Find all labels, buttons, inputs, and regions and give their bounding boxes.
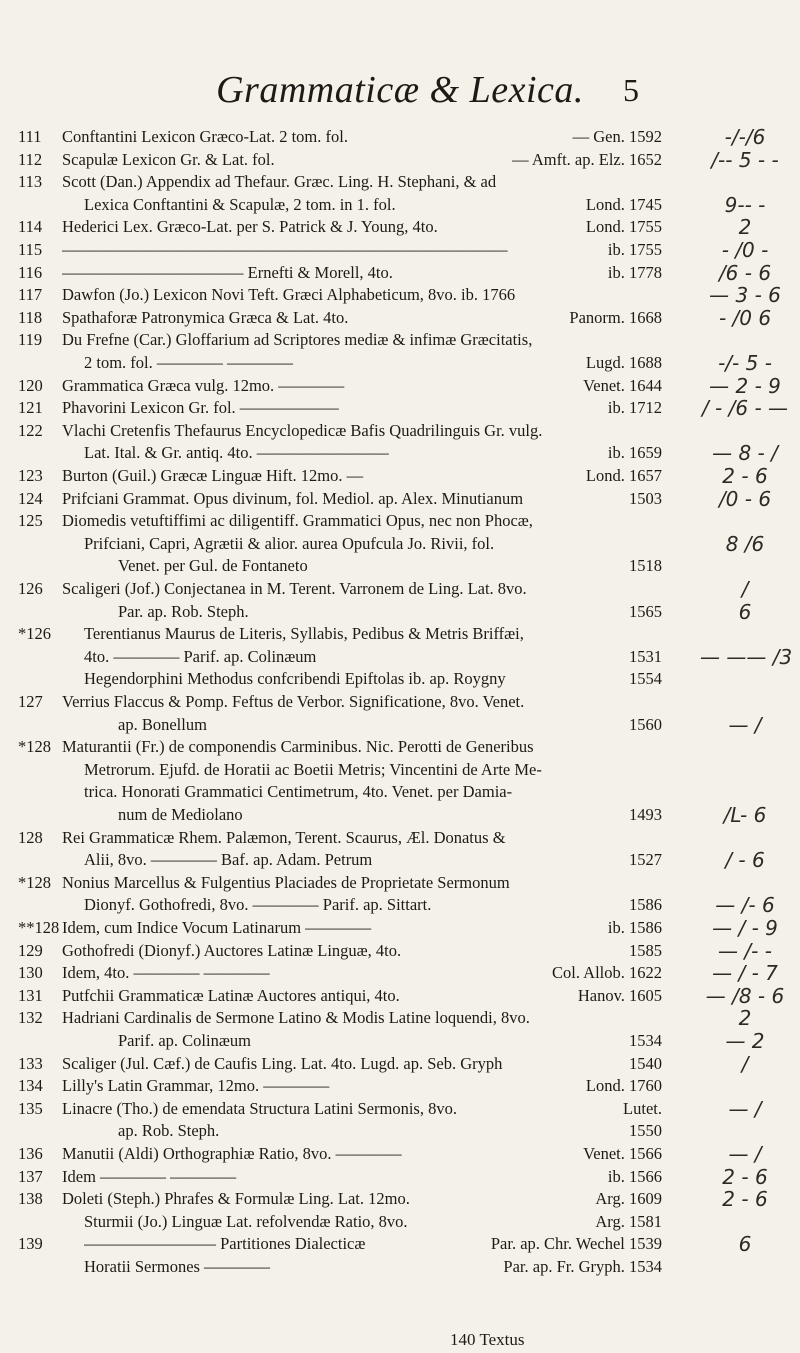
entry-text: num de Mediolano <box>118 805 243 824</box>
catalogue-entry-line <box>0 533 800 555</box>
lot-number: 130 <box>18 963 43 983</box>
imprint: 1531 <box>629 646 662 666</box>
handwritten-price: - /0 6 <box>718 305 772 330</box>
handwritten-price: 2 <box>738 1006 752 1031</box>
entry-text: Scapulæ Lexicon Gr. & Lat. fol. <box>62 149 275 169</box>
page-header <box>0 68 800 118</box>
catalogue-entry-line <box>0 216 800 238</box>
lot-number: 135 <box>18 1098 43 1118</box>
imprint: ib. 1712 <box>607 398 662 418</box>
handwritten-price: 2 <box>738 215 752 240</box>
handwritten-price: /L- 6 <box>723 803 767 827</box>
imprint: Lutet. <box>623 1098 662 1118</box>
entry-text: Lat. Ital. & Gr. antiq. 4to. ———————— <box>84 443 389 463</box>
imprint: Lond. 1755 <box>585 217 662 237</box>
lot-number: 137 <box>18 1166 43 1186</box>
lot-number: 139 <box>18 1234 43 1254</box>
catalogue-entry-line <box>0 329 800 351</box>
catalogue-entry-line <box>0 126 800 148</box>
imprint: — Gen. 1592 <box>572 127 662 146</box>
entry-text: Parif. ap. Colinæum <box>118 1031 251 1050</box>
entry-text: Dionyf. Gothofredi, 8vo. ———— Parif. ap. Sittart. <box>84 895 432 915</box>
imprint: ib. 1566 <box>607 1166 662 1186</box>
imprint: 1493 <box>629 805 662 824</box>
imprint: ib. 1659 <box>607 443 662 463</box>
entry-text: Gothofredi (Dionyf.) Auctores Latinæ Linguæ, 4to. <box>62 940 402 960</box>
imprint: Col. Allob. 1622 <box>551 963 662 983</box>
handwritten-price: — / <box>728 1142 762 1166</box>
handwritten-price: /0 - 6 <box>718 486 772 511</box>
lot-number: 134 <box>18 1076 43 1096</box>
lot-number: 120 <box>18 375 43 395</box>
catalogue-entry-line <box>0 623 800 645</box>
catalogue-entry-line <box>0 465 800 487</box>
entry-text: Hederici Lex. Græco-Lat. per S. Patrick & J. Young, 4to. <box>62 217 438 237</box>
catalogue-entry-line <box>0 555 800 577</box>
lot-number: *128 <box>18 737 51 757</box>
imprint: 1560 <box>629 714 662 734</box>
lot-number: 123 <box>18 466 43 485</box>
catalogue-entry-line <box>0 962 800 984</box>
catalogue-entry-line <box>0 239 800 261</box>
handwritten-price: 2 - 6 <box>722 1187 768 1212</box>
imprint: Lond. 1760 <box>585 1076 662 1096</box>
entry-text: Du Frefne (Car.) Gloffarium ad Scriptores mediæ & infimæ Græcitatis, <box>62 330 533 350</box>
handwritten-price: /6 - 6 <box>718 260 772 285</box>
entry-text: Idem ———— ———— <box>62 1166 237 1186</box>
imprint: — Amft. ap. Elz. 1652 <box>512 149 662 169</box>
catalogue-entry-line <box>0 759 800 781</box>
entry-text: ———————— Partitiones Dialecticæ <box>84 1234 366 1254</box>
imprint: ib. 1778 <box>607 262 662 282</box>
catalogue-entry-line <box>0 375 800 397</box>
catalogue-entry-line <box>0 1007 800 1029</box>
lot-number: 121 <box>18 398 43 418</box>
lot-number: 118 <box>18 307 43 327</box>
imprint: Arg. 1609 <box>595 1189 662 1209</box>
lot-number: 132 <box>18 1008 43 1028</box>
catalogue-entry-line <box>0 1075 800 1097</box>
entry-text: 4to. ———— Parif. ap. Colinæum <box>84 646 317 666</box>
handwritten-price: -/- 5 - <box>718 351 772 375</box>
handwritten-price: — 2 - 9 <box>709 373 781 398</box>
entry-text: Rei Grammaticæ Rhem. Palæmon, Terent. Scaurus, Æl. Donatus & <box>62 827 506 847</box>
handwritten-price: 6 <box>738 599 752 624</box>
entry-text: Horatii Sermones ———— <box>84 1257 271 1276</box>
handwritten-price: — /- 6 <box>715 893 775 918</box>
page-number: 5 <box>623 72 639 108</box>
handwritten-price: — —— /3 <box>700 644 793 669</box>
entry-text: Hadriani Cardinalis de Sermone Latino & Modis Latine loquendi, 8vo. <box>62 1008 530 1028</box>
handwritten-price: / <box>741 1051 749 1076</box>
entry-text: Prifciani, Capri, Agrætii & alior. aurea Opufcula Jo. Rivii, fol. <box>84 533 495 553</box>
entry-text: Putfchii Grammaticæ Latinæ Auctores antiqui, 4to. <box>62 985 400 1005</box>
imprint: Panorm. 1668 <box>569 307 662 327</box>
entry-text: Dawfon (Jo.) Lexicon Novi Teft. Græci Alphabeticum, 8vo. ib. 1766 <box>62 285 516 305</box>
catalogue-entry-line <box>0 262 800 284</box>
handwritten-price: -/-/6 <box>724 125 766 149</box>
lot-number: 117 <box>18 285 43 305</box>
handwritten-price: 6 <box>738 1232 752 1257</box>
entry-text: Hegendorphini Methodus confcribendi Epiftolas ib. ap. Roygny <box>84 669 506 689</box>
catalogue-entry-line <box>0 985 800 1007</box>
imprint: Hanov. 1605 <box>577 985 662 1005</box>
catalogue-entry-line <box>0 510 800 532</box>
catalogue-entry-line <box>0 442 800 464</box>
entry-text: Maturantii (Fr.) de componendis Carminibus. Nic. Perotti de Generibus <box>62 737 534 757</box>
handwritten-price: / - /6 - — <box>701 396 789 421</box>
catalogue-entry-line <box>0 940 800 962</box>
imprint: 1586 <box>629 895 662 915</box>
lot-number: 128 <box>18 827 43 847</box>
entry-text: Diomedis vetuftiffimi ac diligentiff. Grammatici Opus, nec non Phocæ, <box>62 511 533 531</box>
catalogue-entry-line <box>0 714 800 736</box>
imprint: Arg. 1581 <box>595 1211 662 1231</box>
imprint: Lond. 1657 <box>585 466 662 485</box>
imprint: ib. 1755 <box>607 240 662 259</box>
catalogue-entry-line <box>0 1030 800 1052</box>
entry-text: Scaligeri (Jof.) Conjectanea in M. Terent. Varronem de Ling. Lat. 8vo. <box>62 579 527 598</box>
handwritten-price: — 8 - / <box>712 441 778 466</box>
lot-number: 119 <box>18 330 43 350</box>
imprint: Lugd. 1688 <box>585 353 662 372</box>
entry-text: ——————————————————————————— <box>62 240 508 259</box>
catalogue-entry-line <box>0 1188 800 1210</box>
lot-number: 124 <box>18 488 43 508</box>
imprint: 1540 <box>629 1053 662 1073</box>
imprint: 1518 <box>629 556 662 576</box>
lot-number: 112 <box>18 149 43 169</box>
entry-text: Nonius Marcellus & Fulgentius Placiades de Proprietate Sermonum <box>62 872 510 892</box>
entry-text: ——————————— Ernefti & Morell, 4to. <box>62 262 393 282</box>
catalogue-entry-line <box>0 736 800 758</box>
imprint: 1565 <box>629 601 662 621</box>
lot-number: *128 <box>18 872 51 892</box>
handwritten-price: / <box>741 577 749 601</box>
lot-number: 115 <box>18 240 43 259</box>
catalogue-entry-line <box>0 488 800 510</box>
entry-text: 2 tom. fol. ———— ———— <box>84 353 293 372</box>
entry-text: Lilly's Latin Grammar, 12mo. ———— <box>62 1076 330 1096</box>
catalogue-entry-line <box>0 149 800 171</box>
catalogue-entry-line <box>0 691 800 713</box>
entry-text: Phavorini Lexicon Gr. fol. —————— <box>62 398 339 418</box>
imprint: Lond. 1745 <box>585 194 662 214</box>
entry-text: ap. Bonellum <box>118 714 207 734</box>
entry-text: Lexica Conftantini & Scapulæ, 2 tom. in 1. fol. <box>84 194 396 214</box>
entry-text: Doleti (Steph.) Phrafes & Formulæ Ling. Lat. 12mo. <box>62 1189 410 1209</box>
lot-number: 122 <box>18 420 43 440</box>
lot-number: 125 <box>18 511 43 531</box>
entry-text: Idem, cum Indice Vocum Latinarum ———— <box>62 918 372 937</box>
catalogue-entry-line <box>0 352 800 374</box>
catalogue-entry-line <box>0 1211 800 1233</box>
catalogue-entry-line <box>0 420 800 442</box>
entry-text: Manutii (Aldi) Orthographiæ Ratio, 8vo. ———— <box>62 1144 402 1163</box>
entry-text: Vlachi Cretenfis Thefaurus Encyclopedicæ Bafis Quadrilinguis Gr. vulg. <box>62 420 543 440</box>
handwritten-price: - /0 - <box>721 238 769 262</box>
handwritten-price: — / - 9 <box>712 916 778 940</box>
entry-text: Scaliger (Jul. Cæf.) de Caufis Ling. Lat. 4to. Lugd. ap. Seb. Gryph <box>62 1053 503 1073</box>
imprint: 1527 <box>629 850 662 870</box>
handwritten-price: — /8 - 6 <box>705 983 785 1008</box>
handwritten-price: — /- - <box>718 938 772 963</box>
lot-number: 133 <box>18 1053 43 1073</box>
catalogue-entry-line <box>0 284 800 306</box>
handwritten-price: / - 6 <box>725 848 765 873</box>
lot-number: 111 <box>18 127 42 146</box>
imprint: Par. ap. Fr. Gryph. 1534 <box>503 1257 662 1276</box>
catalogue-entry-line <box>0 1098 800 1120</box>
entry-text: trica. Honorati Grammatici Centimetrum, 4to. Venet. per Damia- <box>84 782 513 802</box>
page-title: Grammaticæ & Lexica. <box>216 69 584 111</box>
lot-number: *126 <box>18 624 51 644</box>
imprint: Venet. 1644 <box>583 375 662 395</box>
lot-number: 127 <box>18 692 43 711</box>
entry-text: Sturmii (Jo.) Linguæ Lat. refolvendæ Ratio, 8vo. <box>84 1211 408 1231</box>
imprint: 1534 <box>629 1031 662 1050</box>
entry-text: Idem, 4to. ———— ———— <box>62 963 270 983</box>
handwritten-price: — 3 - 6 <box>709 283 781 308</box>
lot-number: 136 <box>18 1144 43 1163</box>
catalogue-entry-line <box>0 307 800 329</box>
imprint: 1554 <box>629 669 662 689</box>
entry-text: Spathaforæ Patronymica Græca & Lat. 4to. <box>62 307 349 327</box>
catalogue-entry-line <box>0 849 800 871</box>
catalogue-entry-line <box>0 1233 800 1255</box>
catalogue-entry-line <box>0 894 800 916</box>
imprint: 1503 <box>629 488 662 508</box>
catalogue-entry-line <box>0 1120 800 1142</box>
lot-number: 126 <box>18 579 43 598</box>
entry-text: Verrius Flaccus & Pomp. Feftus de Verbor. Significatione, 8vo. Venet. <box>62 692 525 711</box>
catalogue-entry-line <box>0 917 800 939</box>
entry-text: Grammatica Græca vulg. 12mo. ———— <box>62 375 345 395</box>
entry-text: Prifciani Grammat. Opus divinum, fol. Mediol. ap. Alex. Minutianum <box>62 488 524 508</box>
handwritten-price: — 2 <box>725 1029 765 1053</box>
entry-text: Conftantini Lexicon Græco-Lat. 2 tom. fol. <box>62 127 348 146</box>
entry-text: Alii, 8vo. ———— Baf. ap. Adam. Petrum <box>84 850 373 870</box>
handwritten-price: — / - 7 <box>712 961 778 986</box>
imprint: Venet. 1566 <box>583 1144 662 1163</box>
lot-number: 129 <box>18 940 43 960</box>
entry-text: Burton (Guil.) Græcæ Linguæ Hift. 12mo. — <box>62 466 364 485</box>
catalogue-entry-line <box>0 1256 800 1278</box>
handwritten-price: 8 /6 <box>725 531 765 556</box>
entry-text: Venet. per Gul. de Fontaneto <box>118 556 308 576</box>
entry-text: Terentianus Maurus de Literis, Syllabis, Pedibus & Metris Briffæi, <box>84 624 524 644</box>
lot-number: **128 <box>18 918 60 937</box>
entry-text: Scott (Dan.) Appendix ad Thefaur. Græc. Ling. H. Stephani, & ad <box>62 172 497 192</box>
entry-text: Par. ap. Rob. Steph. <box>118 601 249 621</box>
imprint: 1585 <box>629 940 662 960</box>
catalogue-entry-line <box>0 781 800 803</box>
lot-number: 114 <box>18 217 43 237</box>
catalogue-entry-line <box>0 1166 800 1188</box>
catalogue-entry-line <box>0 1143 800 1165</box>
entry-text: Metrorum. Ejufd. de Horatii ac Boetii Metris; Vincentini de Arte Me- <box>84 759 542 779</box>
catalogue-entry-line <box>0 578 800 600</box>
lot-number: 113 <box>18 172 43 192</box>
catchword: 140 Textus <box>450 1330 525 1349</box>
imprint: Par. ap. Chr. Wechel 1539 <box>490 1234 662 1254</box>
lot-number: 138 <box>18 1189 43 1209</box>
catalogue-entry-line <box>0 872 800 894</box>
entry-text: Linacre (Tho.) de emendata Structura Latini Sermonis, 8vo. <box>62 1098 457 1118</box>
catalogue-entry-line <box>0 827 800 849</box>
lot-number: 116 <box>18 262 43 282</box>
catalogue-entry-line <box>0 397 800 419</box>
handwritten-price: 9-- - <box>724 192 766 217</box>
catalogue-entry-line <box>0 1053 800 1075</box>
catalogue-entry-line <box>0 194 800 216</box>
catalogue-entry-line <box>0 646 800 668</box>
catalogue-entry-line <box>0 804 800 826</box>
handwritten-price: 2 - 6 <box>722 1164 768 1189</box>
handwritten-price: 2 - 6 <box>722 464 768 488</box>
imprint: ib. 1586 <box>607 918 662 937</box>
imprint: 1550 <box>629 1121 662 1141</box>
entry-text: ap. Rob. Steph. <box>118 1121 220 1141</box>
lot-number: 131 <box>18 985 43 1005</box>
handwritten-price: /-- 5 - - <box>711 147 779 172</box>
handwritten-price: — / <box>728 712 762 737</box>
handwritten-price: — / <box>728 1096 762 1121</box>
catalogue-entry-line <box>0 668 800 690</box>
catalogue-entry-line <box>0 171 800 193</box>
catalogue-entry-line <box>0 601 800 623</box>
